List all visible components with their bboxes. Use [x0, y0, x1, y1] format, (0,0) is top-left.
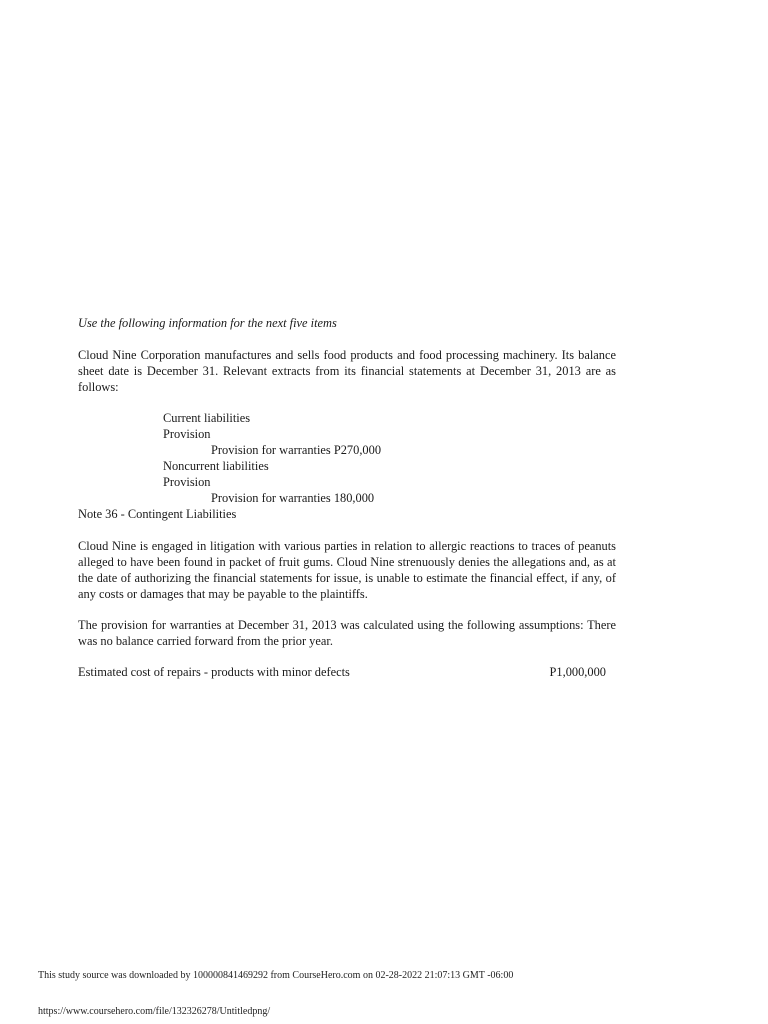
estimate-row: [78, 664, 616, 680]
extract-current-liabilities: Current liabilities: [163, 411, 251, 425]
extract-provision-current: Provision: [163, 427, 211, 441]
intro-line: Use the following information for the next five items: [78, 316, 337, 330]
financial-extract: [78, 410, 616, 506]
source-url[interactable]: https://www.coursehero.com/file/132326278/Untitledpng/: [38, 1006, 271, 1017]
extract-provision-noncurrent: Provision: [163, 475, 211, 489]
estimate-label: Estimated cost of repairs - products with minor defects: [78, 665, 350, 679]
paragraph-litigation: Cloud Nine is engaged in litigation with various parties in relation to allergic reactions to traces of peanuts alleged to have been found in packet of fruit gums. Cloud Nine strenuously denies the allegations and, as at the date of authorizing the financial statements for issue, is unable to estimate the financial effect, if any, of any costs or damages that may be payable to the plaintiffs.: [78, 539, 616, 601]
note-heading: Note 36 - Contingent Liabilities: [78, 507, 237, 521]
extract-warranties-current: Provision for warranties P270,000: [211, 443, 382, 457]
estimate-amount: P1,000,000: [549, 665, 606, 679]
extract-warranties-noncurrent: Provision for warranties 180,000: [211, 491, 375, 505]
extract-noncurrent-liabilities: Noncurrent liabilities: [163, 459, 269, 473]
document-body: [78, 315, 616, 680]
paragraph-company-description: Cloud Nine Corporation manufactures and sells food products and food processing machinery. Its balance sheet date is December 31. Relevant extracts from its financial statements at December 31, 2013 are as follows:: [78, 348, 616, 394]
paragraph-warranty-assumptions: The provision for warranties at December 31, 2013 was calculated using the following assumptions: There was no balance carried forward from the prior year.: [78, 618, 616, 648]
download-source-note: This study source was downloaded by 100000841469292 from CourseHero.com on 02-28-2022 21:07:13 GMT -06:00: [38, 970, 514, 981]
